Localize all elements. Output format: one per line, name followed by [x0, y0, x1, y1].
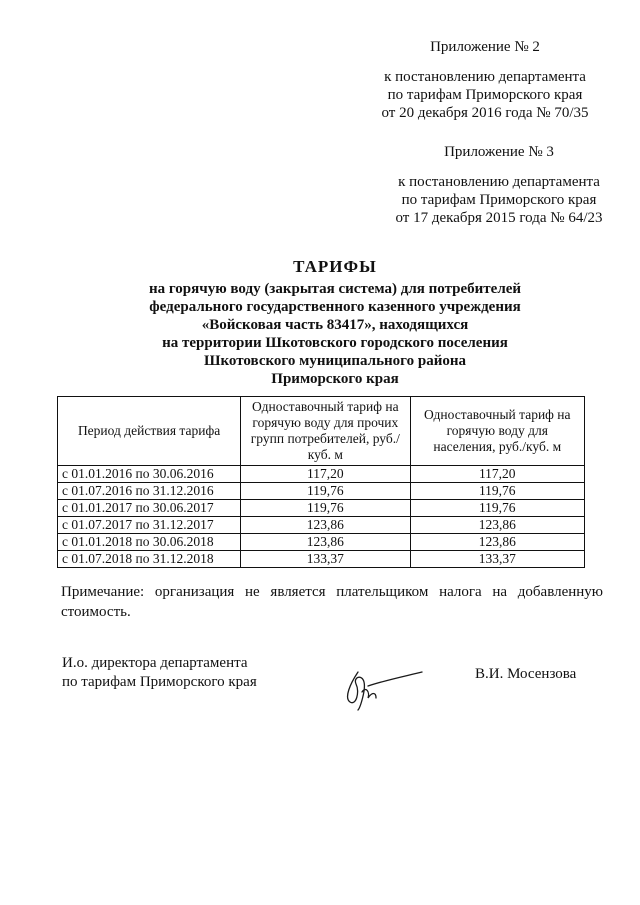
appendix-3-header	[384, 143, 614, 227]
appendix-3-line: к постановлению департамента	[398, 174, 600, 190]
table-row	[58, 534, 585, 551]
cell-tariff-population: 119,76	[410, 500, 585, 517]
table-row	[58, 500, 585, 517]
cell-tariff-other: 123,86	[241, 534, 410, 551]
cell-tariff-population: 119,76	[410, 483, 585, 500]
tariff-table	[57, 396, 585, 568]
table-header-row	[58, 397, 585, 466]
vat-note: Примечание: организация не является плательщиком налога на добавленную стоимость.	[61, 584, 603, 620]
header-other-consumers: Одноставочный тариф на горячую воду для прочих групп потребителей, руб./куб. м	[241, 397, 410, 466]
cell-tariff-other: 117,20	[241, 466, 410, 483]
appendix-2-header	[370, 38, 600, 122]
table-row	[58, 517, 585, 534]
heading-line: федерального государственного казенного учреждения	[149, 299, 521, 315]
appendix-2-line: к постановлению департамента	[384, 69, 586, 85]
appendix-2-line: по тарифам Приморского края	[387, 87, 583, 103]
heading-line: Приморского края	[271, 371, 399, 387]
cell-period: с 01.07.2017 по 31.12.2017	[58, 517, 241, 534]
table-row	[58, 483, 585, 500]
cell-period: с 01.07.2018 по 31.12.2018	[58, 551, 241, 568]
cell-tariff-population: 133,37	[410, 551, 585, 568]
header-population: Одноставочный тариф на горячую воду для населения, руб./куб. м	[410, 397, 585, 466]
cell-tariff-other: 119,76	[241, 500, 410, 517]
signatory-position	[62, 654, 257, 692]
heading-line: Шкотовского муниципального района	[204, 353, 466, 369]
cell-tariff-population: 123,86	[410, 517, 585, 534]
signatory-position-line: И.о. директора департамента	[62, 655, 248, 671]
cell-tariff-other: 123,86	[241, 517, 410, 534]
heading-line: на горячую воду (закрытая система) для потребителей	[148, 281, 522, 297]
table-row	[58, 551, 585, 568]
cell-tariff-population: 117,20	[410, 466, 585, 483]
cell-tariff-other: 119,76	[241, 483, 410, 500]
heading-line: на территории Шкотовского городского поселения	[162, 335, 508, 351]
cell-period: с 01.01.2017 по 30.06.2017	[58, 500, 241, 517]
signatory-position-line: по тарифам Приморского края	[62, 674, 257, 690]
document-heading	[60, 258, 610, 388]
appendix-3-title: Приложение № 3	[444, 144, 554, 160]
appendix-3-line: от 17 декабря 2015 года № 64/23	[395, 210, 603, 226]
cell-period: с 01.01.2016 по 30.06.2016	[58, 466, 241, 483]
appendix-2-line: от 20 декабря 2016 года № 70/35	[381, 105, 589, 121]
header-period: Период действия тарифа	[58, 397, 241, 466]
cell-period: с 01.01.2018 по 30.06.2018	[58, 534, 241, 551]
cell-tariff-other: 133,37	[241, 551, 410, 568]
appendix-3-line: по тарифам Приморского края	[401, 192, 597, 208]
signatory-name: В.И. Мосензова	[475, 666, 577, 682]
table-row	[58, 466, 585, 483]
heading-line: «Войсковая часть 83417», находящихся	[201, 317, 469, 333]
heading-title: ТАРИФЫ	[293, 257, 377, 276]
cell-period: с 01.07.2016 по 31.12.2016	[58, 483, 241, 500]
handwritten-signature-icon	[336, 662, 426, 712]
appendix-2-title: Приложение № 2	[430, 39, 540, 55]
cell-tariff-population: 123,86	[410, 534, 585, 551]
